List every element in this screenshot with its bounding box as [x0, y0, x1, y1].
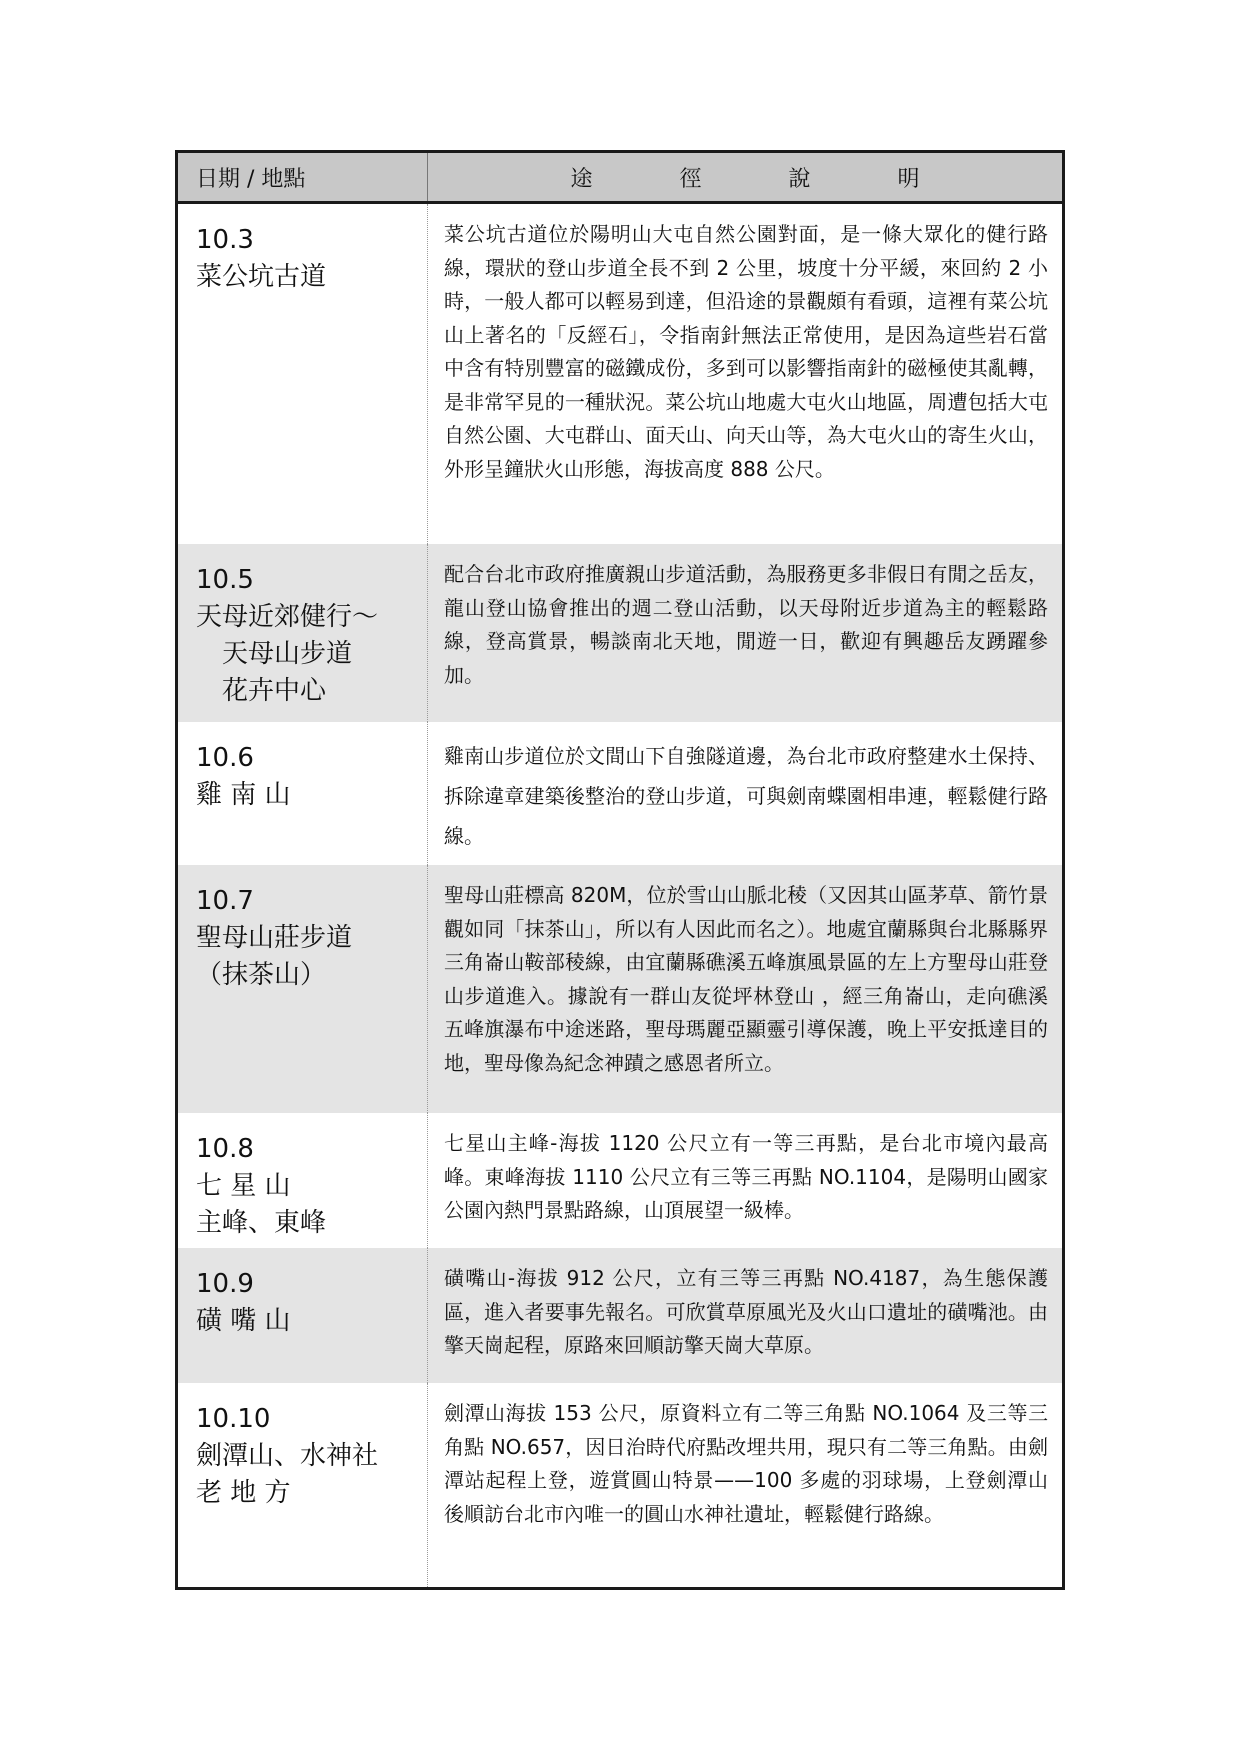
table-row [178, 544, 1062, 722]
table-row [178, 1248, 1062, 1383]
place: 花卉中心 [222, 676, 327, 706]
place: 磺 嘴 山 [196, 1306, 291, 1336]
place: 七 星 山 [196, 1171, 291, 1201]
date-place-cell [178, 204, 428, 544]
date-place-cell [178, 1113, 428, 1248]
date-place-cell [178, 865, 428, 1113]
place: 老 地 方 [196, 1478, 291, 1508]
description: 聖母山莊標高 820M，位於雪山山脈北稜（又因其山區茅草、箭竹景觀如同「抹茶山」，所以有人因此而名之）。地處宜蘭縣與台北縣縣界三角崙山鞍部稜線，由宜蘭縣礁溪五峰旗風景區的左上方聖母山莊登山步道進入。據說有一群山友從坪林登山 ，經三角崙山，走向礁溪五峰旗瀑布中途迷路，聖母瑪麗亞顯靈引導保護，晚上平安抵達目的地，聖母像為紀念神蹟之感恩者所立。 [444, 883, 1048, 1075]
place: 主峰、東峰 [196, 1208, 327, 1238]
date: 10.3 [196, 225, 254, 255]
date-place-cell [178, 544, 428, 722]
place: 雞 南 山 [196, 780, 291, 810]
date: 10.10 [196, 1404, 271, 1434]
description: 劍潭山海拔 153 公尺，原資料立有二等三角點 NO.1064 及三等三角點 NO.657，因日治時代府點改埋共用，現只有二等三角點。由劍潭站起程上登，遊賞圓山特景——100 多處的羽球場，上登劍潭山後順訪台北市內唯一的圓山水神社遺址，輕鬆健行路線。 [444, 1401, 1048, 1526]
description: 雞南山步道位於文間山下自強隧道邊，為台北市政府整建水土保持、拆除違章建築後整治的登山步道，可與劍南蝶園相串連，輕鬆健行路線。 [444, 744, 1048, 848]
date: 10.9 [196, 1269, 254, 1299]
date: 10.6 [196, 743, 254, 773]
date: 10.8 [196, 1134, 254, 1164]
table-row [178, 865, 1062, 1113]
place: 菜公坑古道 [196, 262, 327, 292]
date-place-cell [178, 1383, 428, 1587]
schedule-table [175, 150, 1065, 1590]
table-header [178, 153, 1062, 204]
header-description: 途 徑 說 明 [570, 166, 960, 192]
place: （抹茶山） [196, 960, 327, 990]
header-date-place: 日期 / 地點 [178, 153, 428, 201]
date-place-cell [178, 1248, 428, 1383]
date: 10.5 [196, 565, 254, 595]
table-row [178, 1383, 1062, 1587]
table-row [178, 1113, 1062, 1248]
place: 劍潭山、水神社 [196, 1441, 379, 1471]
description: 菜公坑古道位於陽明山大屯自然公園對面，是一條大眾化的健行路線，環狀的登山步道全長不到 2 公里，坡度十分平緩，來回約 2 小時，一般人都可以輕易到達，但沿途的景觀頗有看頭，這裡有菜公坑山上著名的「反經石」，令指南針無法正常使用，是因為這些岩石當中含有特別豐富的磁鐵成份，多到可以影響指南針的磁極使其亂轉，是非常罕見的一種狀況。菜公坑山地處大屯火山地區，周遭包括大屯自然公園、大屯群山、面天山、向天山等，為大屯火山的寄生火山，外形呈鐘狀火山形態，海拔高度 888 公尺。 [444, 222, 1048, 481]
place: 聖母山莊步道 [196, 923, 353, 953]
description: 配合台北市政府推廣親山步道活動，為服務更多非假日有閒之岳友，龍山登山協會推出的週二登山活動，以天母附近步道為主的輕鬆路線，登高賞景，暢談南北天地，閒遊一日，歡迎有興趣岳友踴躍參加。 [444, 562, 1048, 687]
date: 10.7 [196, 886, 254, 916]
table-row [178, 204, 1062, 544]
place: 天母山步道 [222, 639, 353, 669]
table-row [178, 722, 1062, 865]
description: 七星山主峰-海拔 1120 公尺立有一等三再點，是台北市境內最高峰。東峰海拔 1110 公尺立有三等三再點 NO.1104，是陽明山國家公園內熱門景點路線，山頂展望一級棒。 [444, 1131, 1048, 1222]
description: 磺嘴山-海拔 912 公尺，立有三等三再點 NO.4187，為生態保護區，進入者要事先報名。可欣賞草原風光及火山口遺址的磺嘴池。由擎天崗起程，原路來回順訪擎天崗大草原。 [444, 1266, 1048, 1357]
place: 天母近郊健行～ [196, 602, 379, 632]
date-place-cell [178, 722, 428, 865]
